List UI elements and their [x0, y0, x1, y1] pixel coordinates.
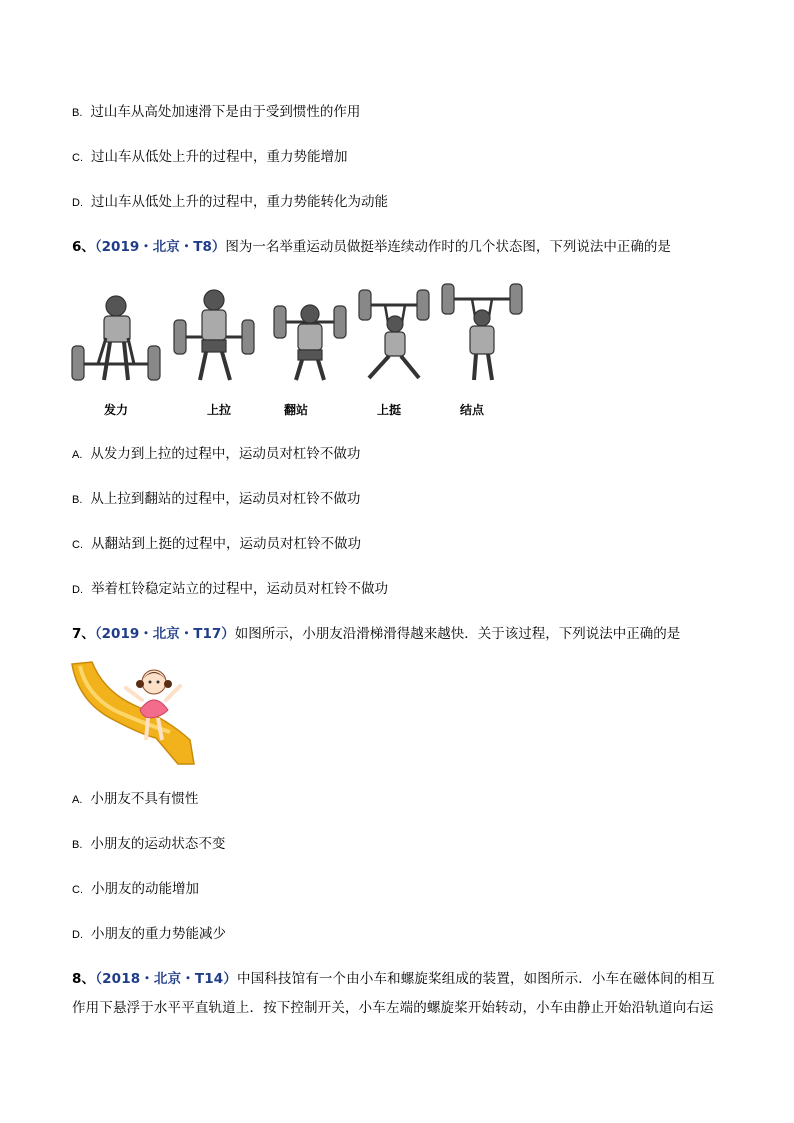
option-text: 小朋友的动能增加 [91, 881, 199, 897]
slide-chute [72, 662, 194, 764]
weightlifting-figure [70, 280, 530, 390]
pose-clean [274, 305, 346, 380]
option-text: 从翻站到上挺的过程中，运动员对杠铃不做功 [91, 536, 361, 552]
option-text: 过山车从低处上升的过程中，重力势能转化为动能 [91, 194, 388, 210]
question-source: （2018・北京・T14） [95, 971, 237, 987]
q7-stem [72, 624, 734, 644]
option-letter: A. [72, 794, 83, 806]
caption-exertion: 发力 [103, 403, 128, 417]
pose-exertion [72, 296, 160, 380]
option-letter: A. [72, 449, 83, 461]
option-letter: B. [72, 839, 83, 851]
option-text: 过山车从低处上升的过程中，重力势能增加 [91, 149, 348, 165]
slide-figure [70, 660, 196, 766]
option-text: 小朋友不具有惯性 [90, 791, 199, 807]
q5-option-c [72, 147, 734, 168]
question-number: 8、 [72, 971, 96, 987]
caption-jerk: 上挺 [376, 403, 401, 417]
q5-option-b [72, 102, 734, 123]
option-letter: D. [72, 929, 83, 941]
question-number: 7、 [72, 626, 95, 642]
option-text: 举着杠铃稳定站立的过程中，运动员对杠铃不做功 [91, 581, 388, 597]
pose-jerk [359, 290, 429, 378]
question-stem: 如图所示，小朋友沿滑梯滑得越来越快．关于该过程，下列说法中正确的是 [234, 626, 681, 642]
option-text: 从发力到上拉的过程中，运动员对杠铃不做功 [90, 446, 361, 462]
q7-option-c [72, 879, 734, 900]
option-text: 过山车从高处加速滑下是由于受到惯性的作用 [90, 104, 361, 120]
q5-option-d [72, 192, 734, 213]
q6-option-b [72, 489, 734, 510]
pose-finish [442, 284, 522, 380]
option-text: 从上拉到翻站的过程中，运动员对杠铃不做功 [90, 491, 361, 507]
option-letter: D. [72, 197, 83, 209]
option-letter: D. [72, 584, 83, 596]
question-number: 6、 [72, 239, 95, 255]
q6-option-c [72, 534, 734, 555]
option-letter: B. [72, 107, 83, 119]
q6-option-d [72, 579, 734, 600]
option-text: 小朋友的重力势能减少 [91, 926, 226, 942]
question-source: （2019・北京・T17） [94, 626, 235, 642]
q6-stem [72, 237, 734, 257]
option-letter: C. [72, 539, 83, 551]
q7-option-b [72, 834, 734, 855]
q7-option-d [72, 924, 734, 945]
question-source: （2019・北京・T8） [94, 239, 226, 255]
q8-stem [72, 965, 728, 1023]
caption-pull: 上拉 [206, 403, 231, 417]
q6-option-a [72, 444, 734, 465]
q7-option-a [72, 789, 734, 810]
option-letter: C. [72, 152, 83, 164]
option-letter: B. [72, 494, 83, 506]
pose-pull [174, 290, 254, 380]
option-text: 小朋友的运动状态不变 [90, 836, 226, 852]
option-letter: C. [72, 884, 83, 896]
question-stem: 中国科技馆有一个由小车和螺旋桨组成的装置，如图所示．小车在磁体间的相互作用下悬浮于水平平直轨道上．按下控制开关，小车左端的螺旋桨开始转动，小车由静止开始沿轨道向右运 [72, 971, 715, 1016]
question-stem: 图为一名举重运动员做挺举连续动作时的几个状态图，下列说法中正确的是 [225, 239, 671, 255]
caption-clean: 翻站 [283, 403, 308, 417]
caption-finish: 结点 [459, 403, 484, 417]
